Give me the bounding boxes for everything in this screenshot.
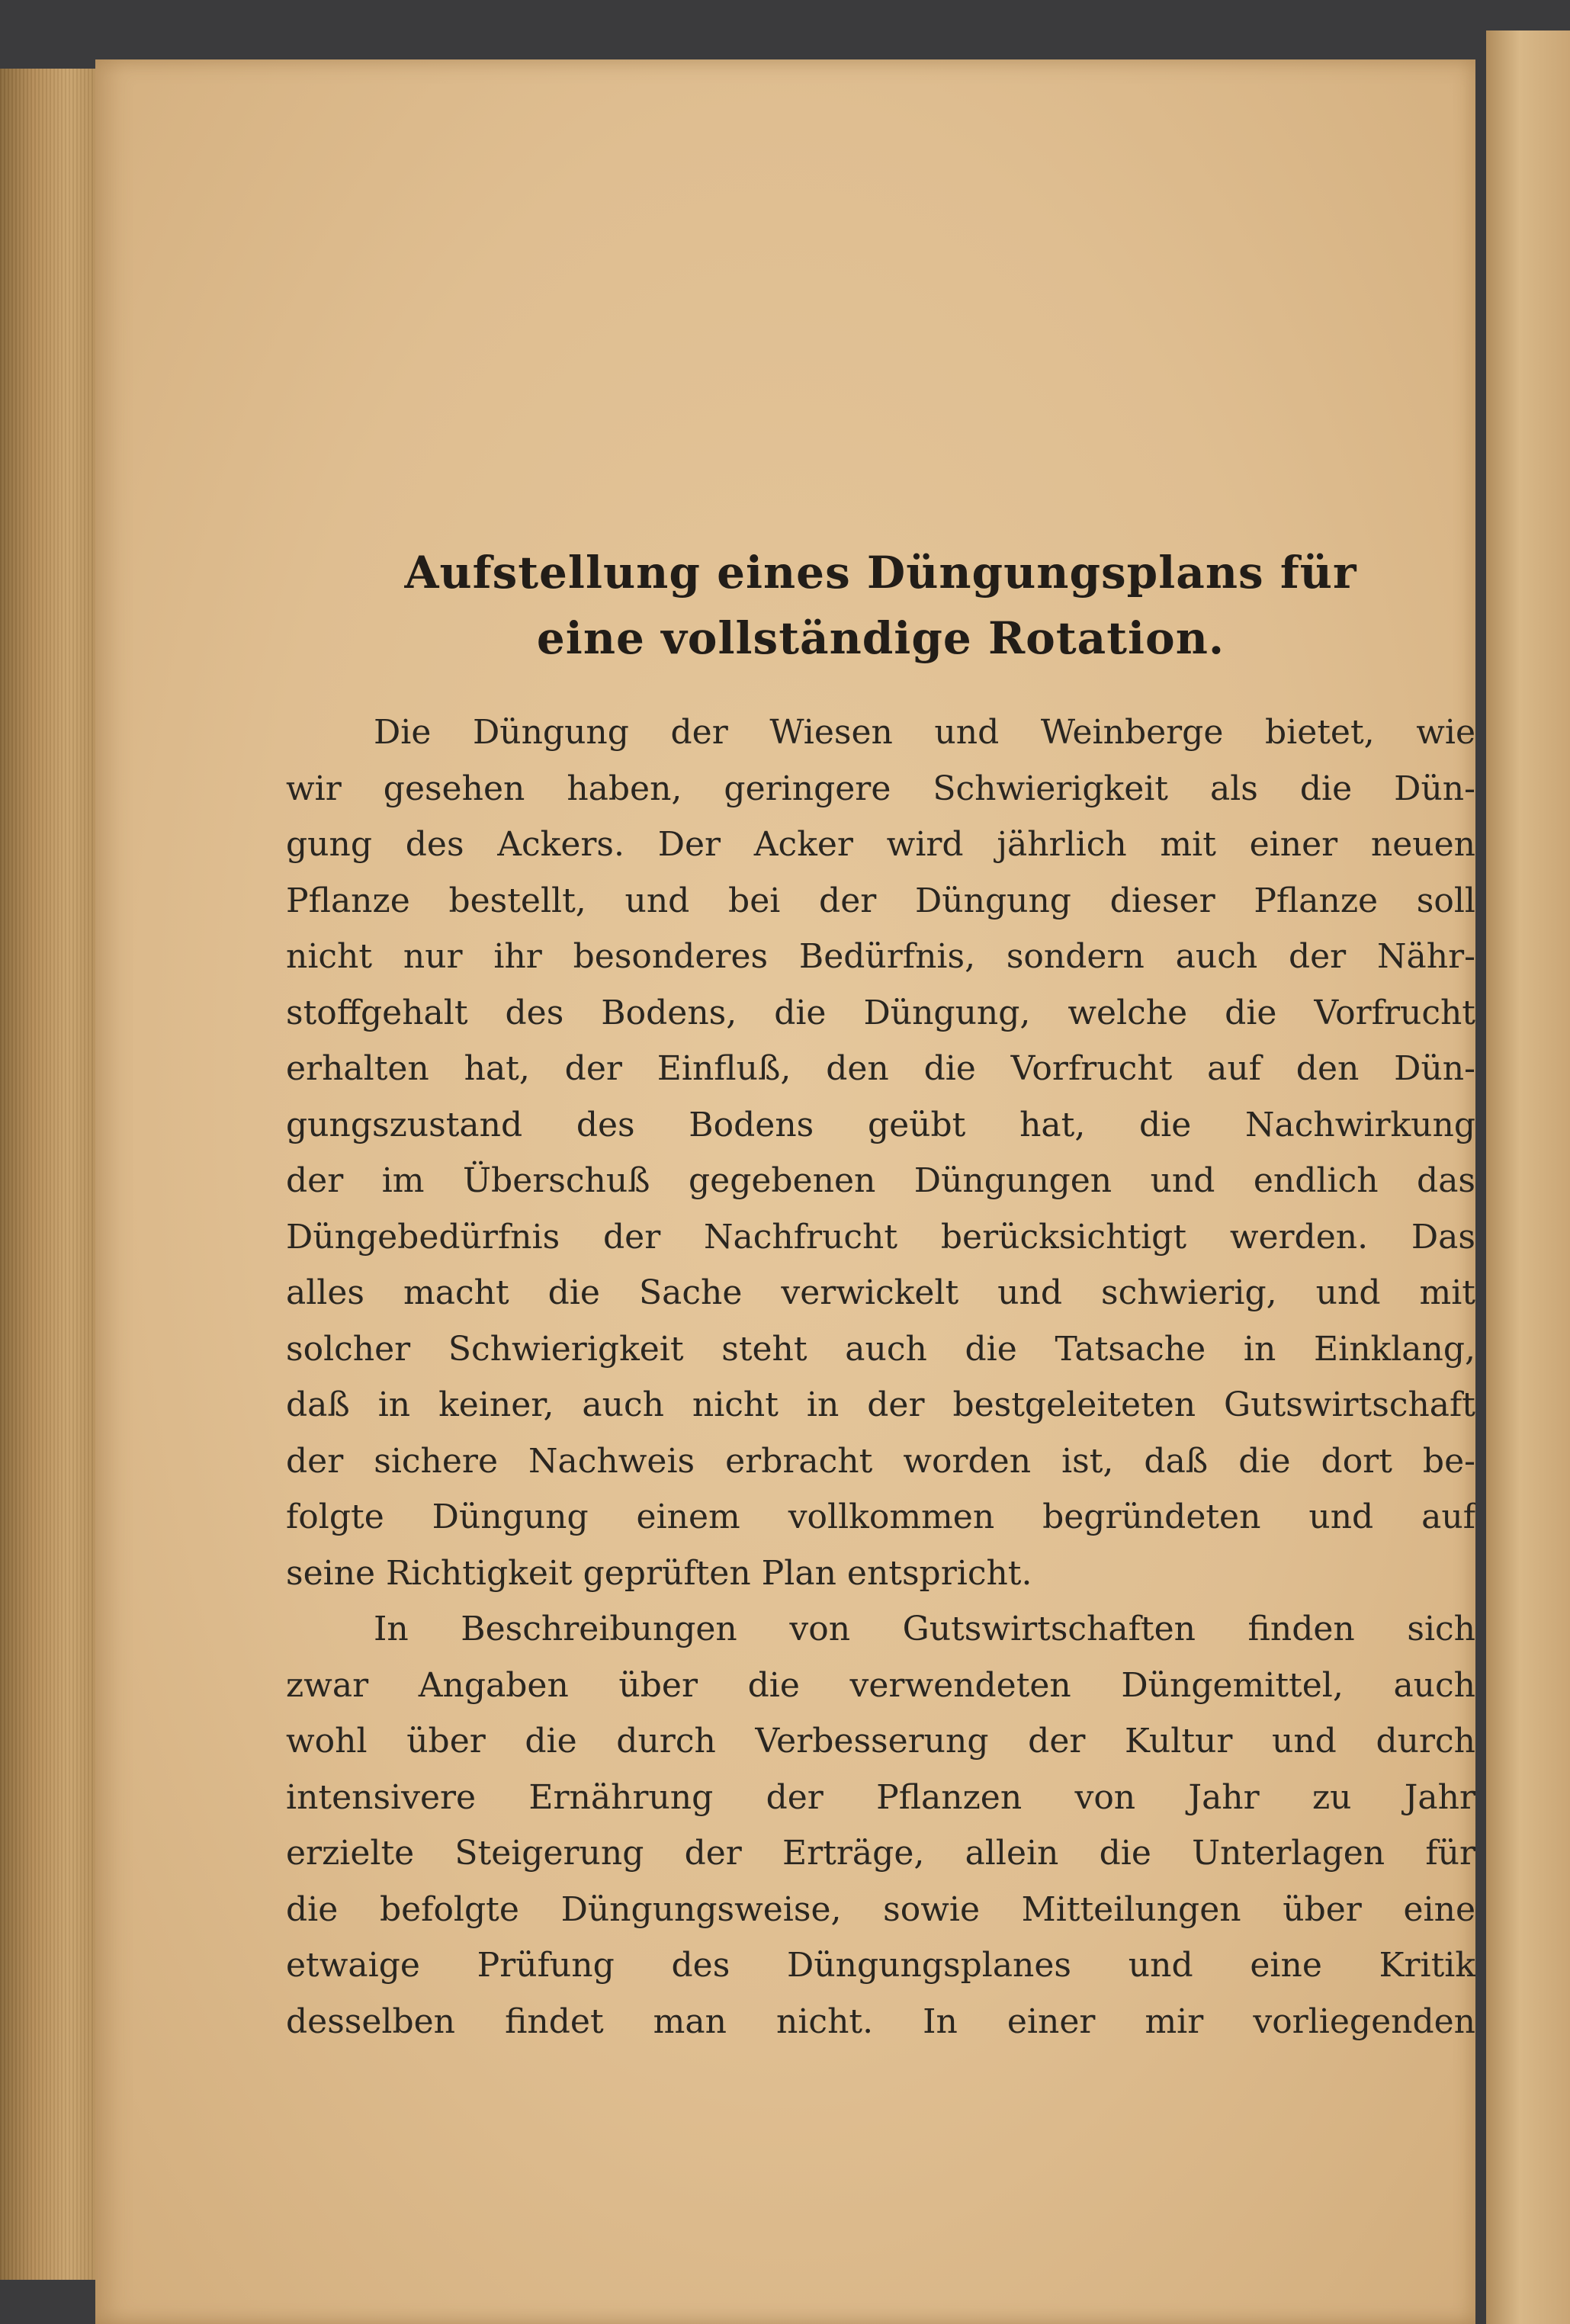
text-line: intensivere Ernährung der Pflanzen von Jahr zu Jahr bbox=[286, 1777, 1475, 1817]
book-page bbox=[95, 59, 1475, 2324]
text-line: etwaige Prüfung des Düngungsplanes und eine Kritik bbox=[286, 1946, 1475, 1985]
text-line: folgte Düngung einem vollkommen begründeten und auf bbox=[286, 1497, 1475, 1536]
text-line: der sichere Nachweis erbracht worden ist, daß die dort be- bbox=[286, 1441, 1475, 1481]
text-line: alles macht die Sache verwickelt und schwierig, und mit bbox=[286, 1273, 1475, 1312]
text-line: zwar Angaben über die verwendeten Düngemittel, auch bbox=[286, 1665, 1475, 1705]
text-line: erhalten hat, der Einfluß, den die Vorfrucht auf den Dün- bbox=[286, 1049, 1475, 1088]
text-line: stoffgehalt des Bodens, die Düngung, welche die Vorfrucht bbox=[286, 993, 1475, 1032]
heading-line-1: Aufstellung eines Düngungsplans für bbox=[404, 547, 1357, 599]
text-line: nicht nur ihr besonderes Bedürfnis, sondern auch der Nähr- bbox=[286, 937, 1475, 976]
paragraph-2 bbox=[286, 1601, 1475, 2050]
page-content bbox=[286, 540, 1475, 2050]
text-line: gungszustand des Bodens geübt hat, die Nachwirkung bbox=[286, 1105, 1475, 1144]
section-heading bbox=[286, 540, 1475, 671]
text-line: wohl über die durch Verbesserung der Kultur und durch bbox=[286, 1722, 1475, 1761]
text-line: erzielte Steigerung der Erträge, allein die Unterlagen für bbox=[286, 1834, 1475, 1873]
text-line: seine Richtigkeit geprüften Plan entspricht. bbox=[286, 1553, 1032, 1593]
text-line: daß in keiner, auch nicht in der bestgeleiteten Gutswirtschaft bbox=[286, 1385, 1475, 1424]
text-line: wir gesehen haben, geringere Schwierigkeit als die Dün- bbox=[286, 769, 1475, 808]
text-line: gung des Ackers. Der Acker wird jährlich mit einer neuen bbox=[286, 825, 1475, 864]
text-line: Pflanze bestellt, und bei der Düngung dieser Pflanze soll bbox=[286, 881, 1475, 920]
paragraph-1 bbox=[286, 705, 1475, 1601]
text-line: Die Düngung der Wiesen und Weinberge bietet, wie bbox=[374, 713, 1475, 752]
heading-line-2: eine vollständige Rotation. bbox=[536, 612, 1225, 664]
text-line: der im Überschuß gegebenen Düngungen und endlich das bbox=[286, 1161, 1475, 1200]
text-line: desselben findet man nicht. In einer mir vorliegenden bbox=[286, 2001, 1475, 2041]
text-line: die befolgte Düngungsweise, sowie Mitteilungen über eine bbox=[286, 1889, 1475, 1929]
text-line: In Beschreibungen von Gutswirtschaften finden sich bbox=[374, 1610, 1475, 1648]
text-line: Düngebedürfnis der Nachfrucht berücksichtigt werden. Das bbox=[286, 1217, 1475, 1257]
text-line: solcher Schwierigkeit steht auch die Tatsache in Einklang, bbox=[286, 1329, 1475, 1369]
right-page-edges bbox=[1486, 30, 1570, 2324]
